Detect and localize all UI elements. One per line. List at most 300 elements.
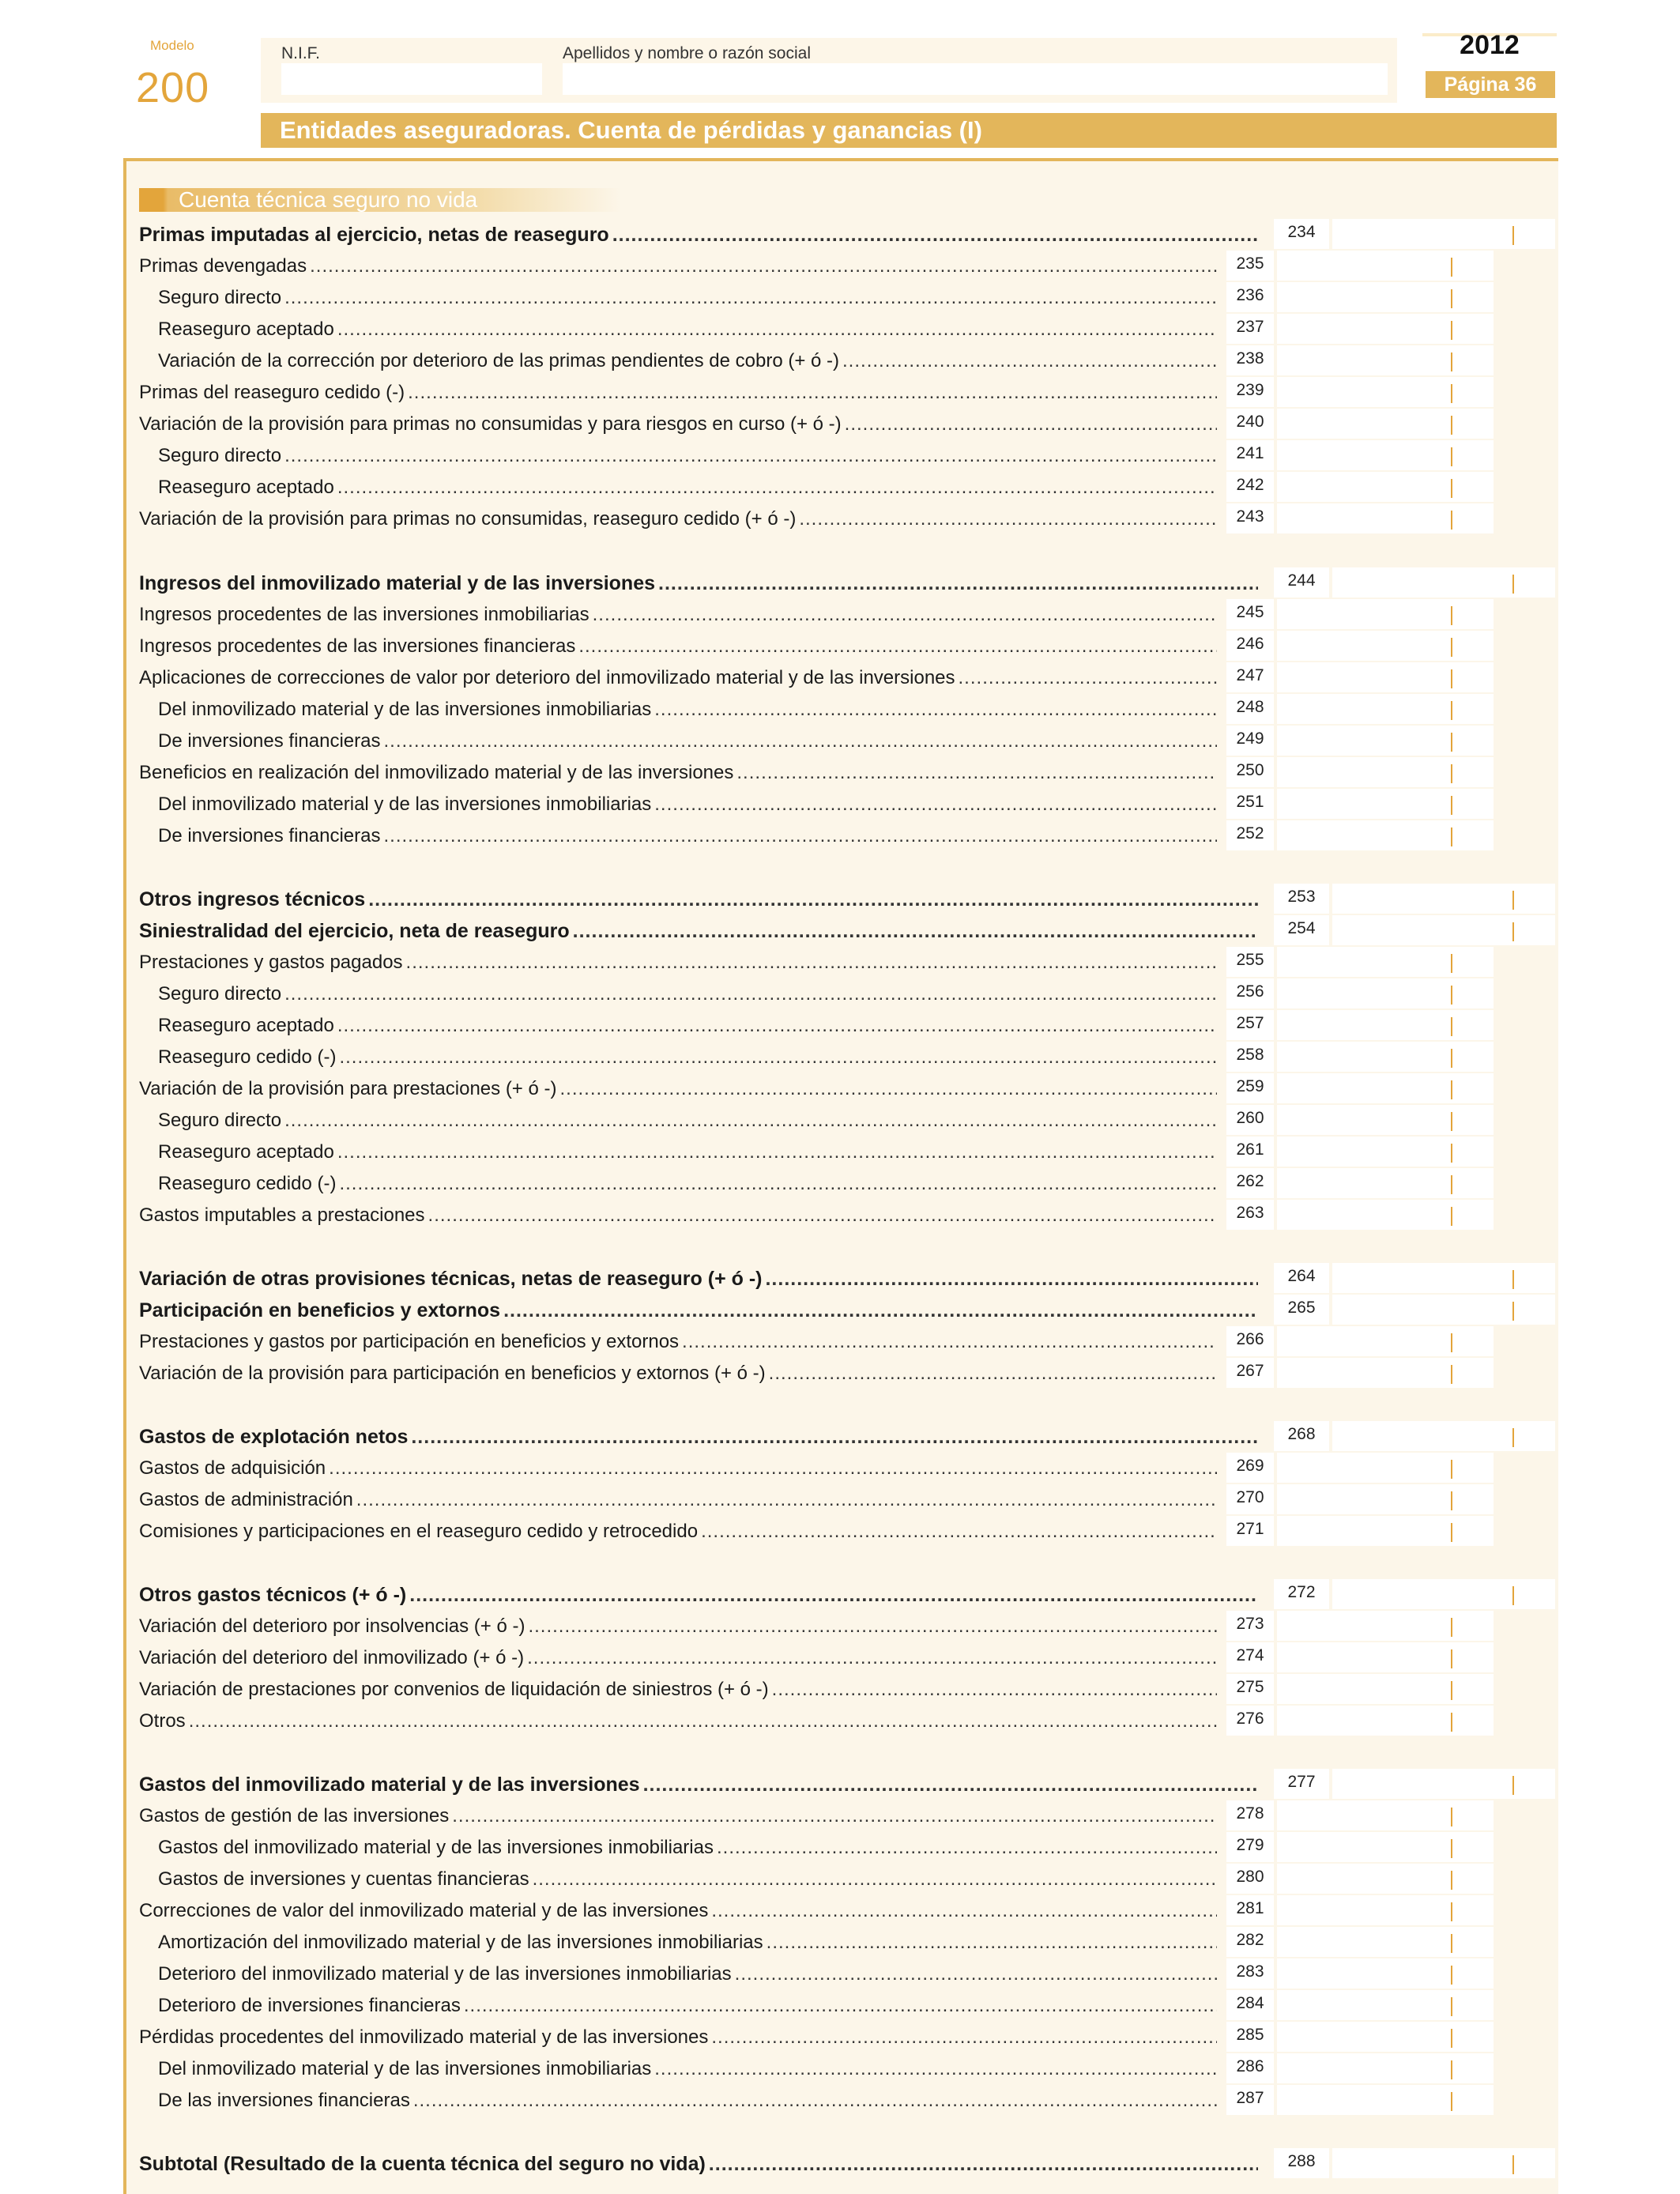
amount-field[interactable] (1332, 1263, 1555, 1293)
form-row (0, 1200, 1680, 1231)
row-label (139, 1611, 1217, 1642)
amount-field[interactable] (1277, 2053, 1494, 2083)
leader-dots (337, 472, 1217, 503)
box-code: 286 (1226, 2053, 1274, 2083)
form-row (0, 694, 1680, 726)
row-label (139, 1453, 1217, 1484)
amount-field[interactable] (1277, 662, 1494, 692)
row-label (139, 503, 1217, 535)
row-label (158, 282, 1217, 314)
amount-field[interactable] (1332, 1421, 1555, 1451)
box-code: 242 (1226, 472, 1274, 502)
row-label (139, 1895, 1217, 1927)
form-row (0, 1358, 1680, 1389)
leader-dots (654, 694, 1217, 726)
form-row (0, 1674, 1680, 1706)
box-code: 256 (1226, 978, 1274, 1008)
leader-dots (717, 1832, 1217, 1864)
row-label-text: De inversiones financieras (158, 825, 381, 846)
row-label (139, 1073, 1217, 1105)
leader-dots (643, 1769, 1258, 1800)
leader-dots (464, 1990, 1217, 2022)
form-row (0, 884, 1680, 915)
amount-field[interactable] (1277, 503, 1494, 533)
row-label-text: Variación de la provisión para primas no consumidas y para riesgos en curso (+ ó -) (139, 413, 842, 435)
box-code: 281 (1226, 1895, 1274, 1925)
row-label (139, 219, 1258, 251)
row-label (158, 1168, 1217, 1200)
amount-field[interactable] (1277, 1990, 1494, 2020)
row-label (158, 345, 1217, 377)
amount-field[interactable] (1277, 599, 1494, 629)
leader-dots (735, 1958, 1217, 1990)
box-code: 270 (1226, 1484, 1274, 1514)
leader-dots (711, 1895, 1217, 1927)
row-label-text: Gastos de explotación netos (139, 1426, 409, 1448)
box-code: 249 (1226, 726, 1274, 756)
amount-field[interactable] (1277, 472, 1494, 502)
row-label (139, 1326, 1217, 1358)
amount-field[interactable] (1277, 377, 1494, 407)
row-label (158, 1832, 1217, 1864)
form-row (0, 1769, 1680, 1800)
modelo-label: Modelo (150, 38, 194, 53)
amount-field[interactable] (1277, 1516, 1494, 1546)
row-label (158, 694, 1217, 726)
leader-dots (654, 789, 1217, 820)
box-code: 263 (1226, 1200, 1274, 1230)
row-label (139, 1800, 1217, 1832)
form-row (0, 1484, 1680, 1516)
row-label-text: Prestaciones y gastos pagados (139, 952, 403, 973)
row-label (158, 314, 1217, 345)
row-label (158, 1864, 1217, 1895)
row-label (158, 472, 1217, 503)
amount-field[interactable] (1277, 440, 1494, 470)
box-code: 259 (1226, 1073, 1274, 1103)
amount-field[interactable] (1277, 947, 1494, 977)
row-label (158, 1042, 1217, 1073)
box-code: 239 (1226, 377, 1274, 407)
row-label (139, 1642, 1217, 1674)
amount-field[interactable] (1277, 1200, 1494, 1230)
row-label-text: Primas devengadas (139, 255, 307, 277)
amount-field[interactable] (1277, 1326, 1494, 1356)
box-code: 273 (1226, 1611, 1274, 1641)
amount-field[interactable] (1277, 789, 1494, 819)
amount-field[interactable] (1277, 2022, 1494, 2052)
leader-dots (428, 1200, 1217, 1231)
leader-dots (411, 1421, 1258, 1453)
row-label (139, 1263, 1258, 1295)
row-label-text: Seguro directo (158, 445, 282, 466)
form-row (0, 409, 1680, 440)
box-code: 271 (1226, 1516, 1274, 1546)
form-row (0, 345, 1680, 377)
form-row (0, 631, 1680, 662)
leader-dots (528, 1611, 1217, 1642)
row-label-text: Ingresos procedentes de las inversiones inmobiliarias (139, 604, 590, 625)
row-label (158, 1010, 1217, 1042)
box-code: 243 (1226, 503, 1274, 533)
amount-field[interactable] (1277, 409, 1494, 439)
leader-dots (701, 1516, 1217, 1547)
row-label (139, 251, 1217, 282)
amount-field[interactable] (1277, 1137, 1494, 1167)
leader-dots (406, 947, 1217, 978)
form-row (0, 1326, 1680, 1358)
amount-field[interactable] (1277, 1706, 1494, 1736)
amount-field[interactable] (1277, 314, 1494, 344)
leader-dots (408, 377, 1217, 409)
row-label-text: Subtotal (Resultado de la cuenta técnica del seguro no vida) (139, 2153, 706, 2175)
form-row (0, 2022, 1680, 2053)
form-row (0, 1295, 1680, 1326)
nif-field[interactable] (281, 63, 542, 95)
amount-field[interactable] (1277, 1358, 1494, 1388)
box-code: 245 (1226, 599, 1274, 629)
row-label (139, 567, 1258, 599)
row-label (139, 377, 1217, 409)
box-code: 265 (1274, 1295, 1329, 1325)
amount-field[interactable] (1277, 820, 1494, 850)
leader-dots (452, 1800, 1217, 1832)
amount-field[interactable] (1277, 1042, 1494, 1072)
leader-dots (845, 409, 1217, 440)
box-code: 279 (1226, 1832, 1274, 1862)
leader-dots (337, 314, 1217, 345)
amount-field[interactable] (1277, 978, 1494, 1008)
amount-field[interactable] (1277, 1168, 1494, 1198)
leader-dots (356, 1484, 1217, 1516)
form-row (0, 1263, 1680, 1295)
row-label-text: Reaseguro aceptado (158, 319, 334, 340)
leader-dots (339, 1168, 1217, 1200)
row-label-text: Primas del reaseguro cedido (-) (139, 382, 405, 403)
form-row (0, 1864, 1680, 1895)
leader-dots (409, 1579, 1258, 1611)
row-label-text: Aplicaciones de correcciones de valor por deterioro del inmovilizado material y de las inversiones (139, 667, 955, 688)
form-row (0, 1137, 1680, 1168)
row-label-text: De inversiones financieras (158, 730, 381, 752)
row-label (139, 2022, 1217, 2053)
box-code: 252 (1226, 820, 1274, 850)
box-code: 258 (1226, 1042, 1274, 1072)
leader-dots (736, 757, 1217, 789)
form-row (0, 1611, 1680, 1642)
row-label-text: Variación de la provisión para participación en beneficios y extornos (+ ó -) (139, 1363, 766, 1384)
leader-dots (310, 251, 1217, 282)
form-row (0, 599, 1680, 631)
row-label (139, 884, 1258, 915)
amount-field[interactable] (1277, 726, 1494, 756)
box-code: 253 (1274, 884, 1329, 914)
leader-dots (573, 915, 1258, 947)
row-label (158, 1958, 1217, 1990)
amount-field[interactable] (1277, 1453, 1494, 1483)
box-code: 254 (1274, 915, 1329, 945)
row-label-text: Reaseguro aceptado (158, 1015, 334, 1036)
amount-field[interactable] (1277, 1105, 1494, 1135)
form-row (0, 2053, 1680, 2085)
box-code: 285 (1226, 2022, 1274, 2052)
row-label (139, 1295, 1258, 1326)
amount-field[interactable] (1277, 1484, 1494, 1514)
row-label-text: Del inmovilizado material y de las inversiones inmobiliarias (158, 699, 652, 720)
amount-field[interactable] (1277, 631, 1494, 661)
row-label-text: Pérdidas procedentes del inmovilizado material y de las inversiones (139, 2026, 709, 2048)
box-code: 274 (1226, 1642, 1274, 1672)
row-label-text: Participación en beneficios y extornos (139, 1299, 501, 1321)
row-label-text: Reaseguro cedido (-) (158, 1173, 337, 1194)
amount-field[interactable] (1277, 1674, 1494, 1704)
amount-field[interactable] (1332, 1769, 1555, 1799)
row-label-text: Variación de la corrección por deterioro de las primas pendientes de cobro (+ ó -) (158, 350, 840, 371)
row-label (139, 1579, 1258, 1611)
form-row (0, 251, 1680, 282)
row-label-text: Otros ingresos técnicos (139, 888, 366, 910)
box-code: 280 (1226, 1864, 1274, 1894)
amount-field[interactable] (1332, 915, 1555, 945)
row-label-text: Gastos imputables a prestaciones (139, 1204, 425, 1226)
form-row (0, 377, 1680, 409)
row-label (139, 1706, 1217, 1737)
row-label (158, 726, 1217, 757)
amount-field[interactable] (1277, 1927, 1494, 1957)
leader-dots (368, 884, 1258, 915)
form-row (0, 2085, 1680, 2117)
year: 2012 (1460, 30, 1520, 60)
box-code: 238 (1226, 345, 1274, 375)
amount-field[interactable] (1277, 694, 1494, 724)
form-row (0, 1895, 1680, 1927)
box-code: 235 (1226, 251, 1274, 281)
form-row (0, 1042, 1680, 1073)
name-field[interactable] (563, 63, 1388, 95)
row-label (158, 1990, 1217, 2022)
leader-dots (959, 662, 1217, 694)
row-label (139, 409, 1217, 440)
form-row (0, 1579, 1680, 1611)
box-code: 261 (1226, 1137, 1274, 1167)
form-row (0, 1990, 1680, 2022)
amount-field[interactable] (1277, 1958, 1494, 1989)
row-label-text: Beneficios en realización del inmovilizado material y de las inversiones (139, 762, 734, 783)
row-label-text: Prestaciones y gastos por participación en beneficios y extornos (139, 1331, 680, 1352)
row-label-text: Ingresos procedentes de las inversiones financieras (139, 635, 576, 657)
form-row (0, 472, 1680, 503)
amount-field[interactable] (1277, 345, 1494, 375)
amount-field[interactable] (1332, 884, 1555, 914)
row-label (139, 1674, 1217, 1706)
leader-dots (284, 1105, 1217, 1137)
form-row (0, 2148, 1680, 2180)
amount-field[interactable] (1332, 1295, 1555, 1325)
row-label-text: Variación del deterioro del inmovilizado (+ ó -) (139, 1647, 525, 1668)
form-row (0, 820, 1680, 852)
box-code: 250 (1226, 757, 1274, 787)
row-label-text: Correcciones de valor del inmovilizado material y de las inversiones (139, 1900, 709, 1921)
row-label (158, 1105, 1217, 1137)
leader-dots (682, 1326, 1217, 1358)
form-row (0, 440, 1680, 472)
amount-field[interactable] (1277, 1073, 1494, 1103)
amount-field[interactable] (1277, 1642, 1494, 1672)
form-row (0, 282, 1680, 314)
nif-label: N.I.F. (281, 44, 321, 62)
row-label (158, 820, 1217, 852)
modelo-number: 200 (136, 64, 210, 111)
leader-dots (769, 1358, 1217, 1389)
amount-field[interactable] (1277, 1611, 1494, 1641)
box-code: 260 (1226, 1105, 1274, 1135)
row-label-text: Variación del deterioro por insolvencias (+ ó -) (139, 1615, 525, 1637)
form-row (0, 978, 1680, 1010)
leader-dots (337, 1010, 1217, 1042)
box-code: 288 (1274, 2148, 1329, 2178)
box-code: 268 (1274, 1421, 1329, 1451)
amount-field[interactable] (1332, 567, 1555, 598)
box-code: 287 (1226, 2085, 1274, 2115)
box-code: 266 (1226, 1326, 1274, 1356)
amount-field[interactable] (1277, 1800, 1494, 1830)
row-label-text: Variación de la provisión para prestaciones (+ ó -) (139, 1078, 557, 1099)
amount-field[interactable] (1277, 1895, 1494, 1925)
row-label (139, 1769, 1258, 1800)
leader-dots (533, 1864, 1217, 1895)
leader-dots (284, 978, 1217, 1010)
row-label-text: Reaseguro cedido (-) (158, 1046, 337, 1068)
row-label-text: Deterioro de inversiones financieras (158, 1995, 461, 2016)
row-label (139, 1200, 1217, 1231)
box-code: 241 (1226, 440, 1274, 470)
row-label (158, 789, 1217, 820)
box-code: 276 (1226, 1706, 1274, 1736)
form-row (0, 789, 1680, 820)
leader-dots (765, 1263, 1258, 1295)
amount-field[interactable] (1332, 219, 1555, 249)
row-label (139, 1516, 1217, 1547)
row-label (139, 1358, 1217, 1389)
row-label-text: Deterioro del inmovilizado material y de las inversiones inmobiliarias (158, 1963, 732, 1985)
row-label (158, 1137, 1217, 1168)
row-label-text: Siniestralidad del ejercicio, neta de reaseguro (139, 920, 570, 942)
row-label-text: Amortización del inmovilizado material y de las inversiones inmobiliarias (158, 1932, 763, 1953)
page-number: Página 36 (1426, 71, 1555, 98)
form-row (0, 1105, 1680, 1137)
box-code: 244 (1274, 567, 1329, 598)
box-code: 264 (1274, 1263, 1329, 1293)
row-label (139, 947, 1217, 978)
row-label-text: Del inmovilizado material y de las inversiones inmobiliarias (158, 794, 652, 815)
row-label-text: Seguro directo (158, 287, 282, 308)
amount-field[interactable] (1332, 1579, 1555, 1609)
row-label (158, 440, 1217, 472)
row-label (158, 2053, 1217, 2085)
form-row (0, 1706, 1680, 1737)
form-row (0, 1832, 1680, 1864)
row-label-text: Primas imputadas al ejercicio, netas de reaseguro (139, 224, 609, 246)
form-row (0, 219, 1680, 251)
form-row (0, 1421, 1680, 1453)
row-label (139, 2148, 1258, 2180)
box-code: 272 (1274, 1579, 1329, 1609)
row-label-text: Gastos de inversiones y cuentas financieras (158, 1868, 529, 1890)
box-code: 257 (1226, 1010, 1274, 1040)
form-row (0, 726, 1680, 757)
row-label-text: Ingresos del inmovilizado material y de las inversiones (139, 572, 656, 594)
amount-field[interactable] (1277, 1010, 1494, 1040)
leader-dots (527, 1642, 1217, 1674)
box-code: 247 (1226, 662, 1274, 692)
form-row (0, 1927, 1680, 1958)
box-code: 262 (1226, 1168, 1274, 1198)
leader-dots (772, 1674, 1217, 1706)
leader-dots (593, 599, 1217, 631)
row-label-text: Comisiones y participaciones en el reaseguro cedido y retrocedido (139, 1521, 699, 1542)
amount-field[interactable] (1277, 251, 1494, 281)
box-code: 278 (1226, 1800, 1274, 1830)
row-label (139, 757, 1217, 789)
row-label-text: Gastos del inmovilizado material y de las inversiones (139, 1774, 640, 1796)
box-code: 240 (1226, 409, 1274, 439)
box-code: 236 (1226, 282, 1274, 312)
amount-field[interactable] (1277, 1864, 1494, 1894)
form-row (0, 1010, 1680, 1042)
row-label-text: Variación de prestaciones por convenios de liquidación de siniestros (+ ó -) (139, 1679, 769, 1700)
leader-dots (578, 631, 1217, 662)
row-label-text: Otros gastos técnicos (+ ó -) (139, 1584, 407, 1606)
form-row (0, 567, 1680, 599)
amount-field[interactable] (1277, 282, 1494, 312)
leader-dots (560, 1073, 1218, 1105)
leader-dots (767, 1927, 1217, 1958)
form-row (0, 1073, 1680, 1105)
row-label (158, 1927, 1217, 1958)
box-code: 277 (1274, 1769, 1329, 1799)
amount-field[interactable] (1277, 757, 1494, 787)
leader-dots (337, 1137, 1217, 1168)
box-code: 284 (1226, 1990, 1274, 2020)
leader-dots (339, 1042, 1217, 1073)
leader-dots (503, 1295, 1258, 1326)
box-code: 248 (1226, 694, 1274, 724)
leader-dots (383, 820, 1217, 852)
box-code: 251 (1226, 789, 1274, 819)
leader-dots (329, 1453, 1217, 1484)
amount-field[interactable] (1277, 2085, 1494, 2115)
leader-dots (413, 2085, 1217, 2117)
row-label-text: Gastos de adquisición (139, 1457, 326, 1479)
page-title: Entidades aseguradoras. Cuenta de pérdidas y ganancias (I) (261, 113, 1557, 148)
form-row (0, 757, 1680, 789)
box-code: 246 (1226, 631, 1274, 661)
leader-dots (189, 1706, 1217, 1737)
amount-field[interactable] (1277, 1832, 1494, 1862)
form-row (0, 1453, 1680, 1484)
leader-dots (709, 2148, 1258, 2180)
amount-field[interactable] (1332, 2148, 1555, 2178)
box-code: 282 (1226, 1927, 1274, 1957)
leader-dots (284, 440, 1217, 472)
box-code: 269 (1226, 1453, 1274, 1483)
form-row (0, 314, 1680, 345)
row-label-text: Reaseguro aceptado (158, 1141, 334, 1163)
row-label-text: Variación de la provisión para primas no consumidas, reaseguro cedido (+ ó -) (139, 508, 797, 530)
form-row (0, 662, 1680, 694)
leader-dots (284, 282, 1217, 314)
row-label-text: Otros (139, 1710, 186, 1732)
